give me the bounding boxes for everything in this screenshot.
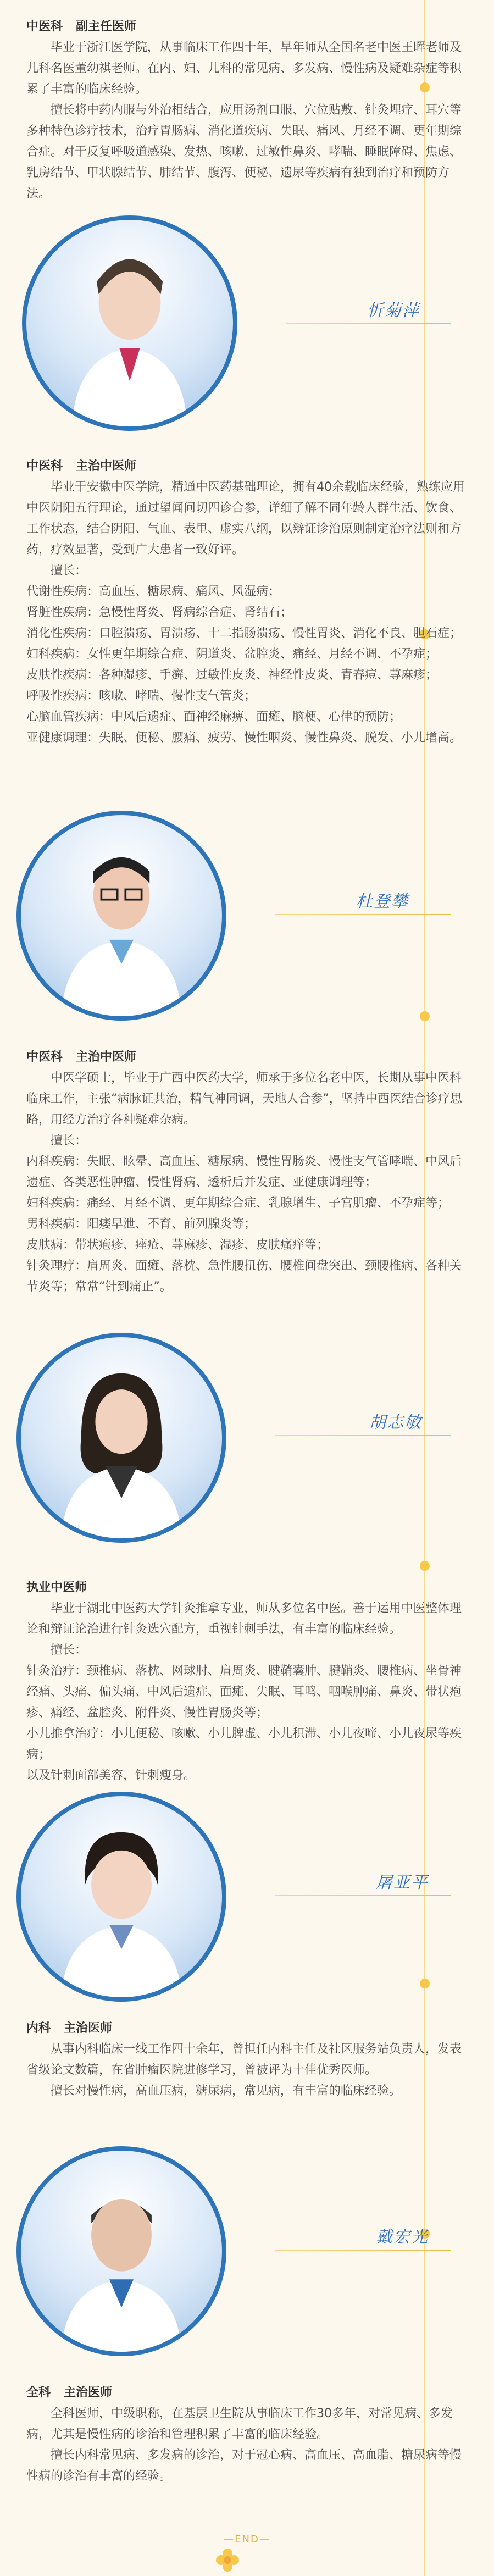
bio-paragraph: 全科医师，中级职称，在基层卫生院从事临床工作30多年，对常见病、多发病，尤其是慢性病的诊治和管理积累了丰富的临床经验。 bbox=[26, 2407, 453, 2441]
name-underline bbox=[286, 323, 451, 324]
bio-paragraph: 内科疾病：失眠、眩晕、高血压、糖尿病、慢性胃肠炎、慢性支气管哮喘、中风后遗症、各类恶性肿瘤、慢性肾病、透析后并发症、亚健康调理等； bbox=[26, 1155, 462, 1189]
bio-paragraph: 代谢性疾病：高血压、糖尿病、痛风、风湿病； bbox=[26, 585, 281, 599]
doctor-header: 中医科 副主任医师 bbox=[26, 20, 137, 34]
bio-paragraph: 擅长对慢性病，高血压病，糖尿病，常见病，有丰富的临床经验。 bbox=[51, 2084, 402, 2098]
bio-paragraph: 针灸理疗：肩周炎、面瘫、落枕、急性腰扭伤、腰椎间盘突出、颈腰椎病、各种关节炎等；常常“针到痛止”。 bbox=[26, 1259, 462, 1294]
name-underline bbox=[275, 2250, 451, 2251]
doctor-name: 忻菊萍 bbox=[367, 301, 420, 320]
doctor-bio bbox=[26, 16, 466, 204]
bio-paragraph: 肾脏性疾病：急慢性肾炎、肾病综合症、肾结石； bbox=[26, 606, 293, 619]
end-label: —END— bbox=[224, 2534, 270, 2545]
bio-paragraph: 从事内科临床一线工作四十余年，曾担任内科主任及社区服务站负责人，发表省级论文数篇，在省肿瘤医院进修学习，曾被评为十佳优秀医师。 bbox=[26, 2042, 462, 2077]
bio-paragraph: 妇科疾病：痛经、月经不调、更年期综合症、乳腺增生、子宫肌瘤、不孕症等； bbox=[26, 1196, 450, 1210]
doctor-header: 中医科 主治中医师 bbox=[26, 1050, 137, 1064]
doctor-header: 中医科 主治中医师 bbox=[26, 459, 137, 473]
bio-paragraph: 心脑血管疾病：中风后遗症、面神经麻痹、面瘫、脑梗、心律的预防； bbox=[26, 710, 402, 724]
bio-paragraph: 擅长将中药内服与外治相结合，应用汤剂口服、穴位贴敷、针灸埋疗、耳穴等多种特色诊疗技术，治疗胃肠病、消化道疾病、失眠、痛风、月经不调、更年期综合症。对于反复呼吸道感染、发热、咳嗽、过敏性鼻炎、哮喘、睡眠障碍、焦虑、乳房结节、甲状腺结节、肺结节、腹泻、便秘、遗尿等疾病有独到治疗和预防方法。 bbox=[26, 103, 462, 201]
doctor-portrait bbox=[16, 1792, 226, 2002]
portrait-icon bbox=[26, 220, 233, 426]
flower-icon bbox=[213, 2546, 242, 2574]
doctor-name: 胡志敏 bbox=[369, 1413, 422, 1432]
bio-paragraph: 针灸治疗：颈椎病、落枕、网球肘、肩周炎、腱鞘囊肿、腱鞘炎、腰椎病、坐骨神经痛、头痛、偏头痛、中风后遗症、面瘫、失眠、耳鸣、咽喉肿痛、鼻炎、带状疱疹、痛经、盆腔炎、附件炎、慢性胃肠炎等； bbox=[26, 1664, 462, 1720]
bio-paragraph: 中医学硕士，毕业于广西中医药大学，师承于多位名老中医，长期从事中医科临床工作，主张“病脉证共治，精气神同调，天地人合参”，坚持中西医结合诊疗思路，用经方治疗各种疑难杂病。 bbox=[26, 1071, 462, 1127]
doctor-portrait bbox=[16, 811, 226, 1021]
bio-paragraph: 消化性疾病：口腔溃疡、胃溃疡、十二指肠溃疡、慢性胃炎、消化不良、胆石症； bbox=[26, 627, 462, 640]
name-underline bbox=[275, 914, 451, 915]
bio-paragraph: 皮肤病：带状疱疹、痤疮、荨麻疹、湿疹、皮肤瘙痒等； bbox=[26, 1238, 329, 1252]
bio-paragraph: 妇科疾病：女性更年期综合症、阴道炎、盆腔炎、痛经、月经不调、不孕症； bbox=[26, 647, 438, 661]
bio-paragraph: 毕业于安徽中医学院，精通中医药基础理论，拥有40余载临床经验，熟练应用中医阴阳五行理论，通过望闻问切四诊合参，详细了解不同年龄人群生活、饮食、工作状态，结合阴阳、气血、表里、虚实八纲，以辩证诊治原则制定治疗法则和方药，疗效显著，受到广大患者一致好评。 bbox=[26, 480, 465, 557]
bio-paragraph: 擅长： bbox=[51, 1134, 87, 1148]
name-underline bbox=[275, 1895, 451, 1896]
bio-paragraph: 男科疾病：阳痿早泄、不育、前列腺炎等； bbox=[26, 1217, 257, 1231]
bio-paragraph: 擅长： bbox=[51, 564, 87, 578]
bio-paragraph: 呼吸性疾病：咳嗽、哮喘、慢性支气管炎； bbox=[26, 689, 257, 703]
bio-paragraph: 毕业于湖北中医药大学针灸推拿专业，师从多位名中医。善于运用中医整体理论和辩证论治进行针灸选穴配方，重视针刺手法，有丰富的临床经验。 bbox=[26, 1602, 462, 1636]
doctor-name: 杜登攀 bbox=[356, 892, 409, 911]
doctor-portrait bbox=[16, 2146, 226, 2356]
doctor-header: 执业中医师 bbox=[26, 1581, 87, 1594]
bio-paragraph: 擅长内科常见病、多发病的诊治，对于冠心病、高血压、高血脂、糖尿病等慢性病的诊治有丰富的经验。 bbox=[26, 2448, 462, 2483]
doctor-header: 全科 主治医师 bbox=[26, 2386, 113, 2400]
doctor-photo-row bbox=[0, 1792, 494, 2023]
doctor-bio bbox=[26, 2383, 466, 2487]
portrait-icon bbox=[21, 1337, 222, 1538]
doctor-bio bbox=[26, 2018, 466, 2102]
doctor-portrait bbox=[16, 1333, 226, 1543]
portrait-icon bbox=[21, 1796, 222, 1997]
doctor-name: 戴宏光 bbox=[376, 2228, 429, 2247]
name-underline bbox=[275, 1435, 451, 1436]
doctor-name: 屠亚平 bbox=[376, 1873, 429, 1892]
portrait-icon bbox=[21, 2151, 222, 2352]
doctor-photo-row bbox=[0, 811, 494, 1042]
doctor-photo-row bbox=[0, 1333, 494, 1564]
doctor-bio bbox=[26, 1047, 466, 1298]
bio-paragraph: 皮肤性疾病：各种湿疹、手癣、过敏性皮炎、神经性皮炎、青春痘、荨麻疹； bbox=[26, 668, 438, 682]
doctor-header: 内科 主治医师 bbox=[26, 2021, 113, 2035]
doctor-portrait bbox=[22, 215, 237, 431]
bio-paragraph: 毕业于浙江医学院，从事临床工作四十年，早年师从全国名老中医王晖老师及儿科名医董幼祺老师。在内、妇、儿科的常见病、多发病、慢性病及疑难杂症等积累了丰富的临床经验。 bbox=[26, 41, 462, 96]
portrait-icon bbox=[21, 815, 222, 1016]
doctor-photo-row bbox=[0, 2146, 494, 2377]
bio-paragraph: 以及针刺面部美容，针刺瘦身。 bbox=[26, 1769, 196, 1782]
doctor-photo-row bbox=[0, 215, 494, 446]
bio-paragraph: 小儿推拿治疗：小儿便秘、咳嗽、小儿脾虚、小儿积滞、小儿夜啼、小儿夜尿等疾病； bbox=[26, 1727, 462, 1761]
doctor-bio bbox=[26, 1577, 466, 1786]
doctor-bio bbox=[26, 456, 466, 749]
bio-paragraph: 擅长： bbox=[51, 1643, 87, 1657]
bio-paragraph: 亚健康调理：失眠、便秘、腰痛、疲劳、慢性咽炎、慢性鼻炎、脱发、小儿增高。 bbox=[26, 731, 462, 745]
